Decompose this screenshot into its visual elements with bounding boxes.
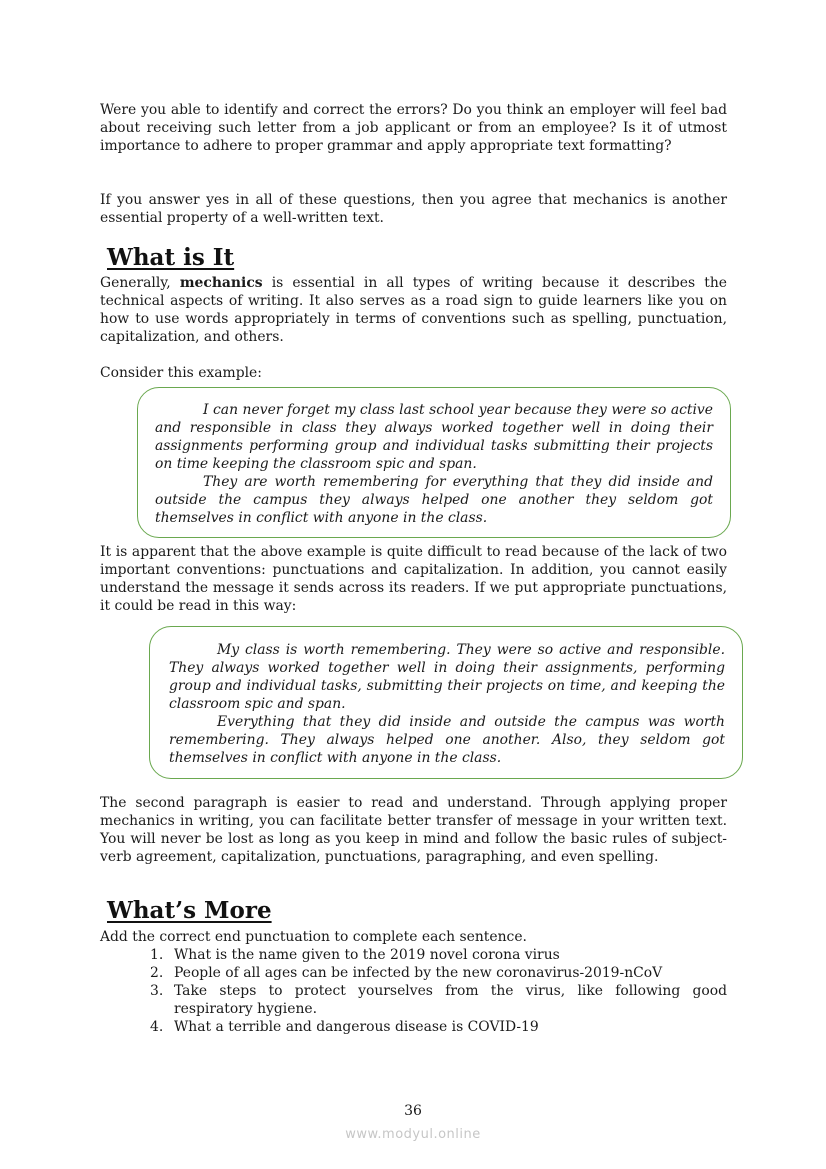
mechanics-lead: Generally, (100, 275, 171, 291)
whats-more-heading: What’s More (107, 897, 272, 924)
exercise-list (100, 946, 727, 1036)
example1-paragraph-1: I can never forget my class last school year because they were so active and responsible in class they always worked together well in doing their assignments performing group and individual tasks submitting their projects on time keeping the classroom spic and span. (155, 402, 713, 472)
punctuated-example-box (149, 626, 743, 779)
item-number: 3. (150, 983, 164, 999)
intro-paragraph-2: If you answer yes in all of these questions, then you agree that mechanics is another essential property of a well-written text. (100, 192, 727, 226)
example2-paragraph-2: Everything that they did inside and outside the campus was worth remembering. They always helped one another. Also, they seldom got themselves in conflict with anyone in the class. (169, 714, 725, 766)
list-item (100, 982, 727, 1018)
mechanics-term: mechanics (179, 275, 263, 291)
unpunctuated-example-box (137, 387, 731, 538)
item-number: 2. (150, 965, 164, 981)
whats-more-instruction: Add the correct end punctuation to complete each sentence. (100, 929, 527, 945)
intro-paragraph-1: Were you able to identify and correct the errors? Do you think an employer will feel bad about receiving such letter from a job applicant or from an employee? Is it of utmost importance to adhere to proper grammar and apply appropriate text formatting? (100, 102, 727, 154)
item-text: What a terrible and dangerous disease is COVID-19 (174, 1019, 539, 1035)
example2-paragraph-1: My class is worth remembering. They were so active and responsible. They always worked together well in doing their assignments, performing group and individual tasks, submitting their projects on time, and keeping the classroom spic and span. (169, 642, 725, 712)
explanation-paragraph: It is apparent that the above example is quite difficult to read because of the lack of two important conventions: punctuations and capitalization. In addition, you cannot easily understand the message it sends across its readers. If we put appropriate punctuations, it could be read in this way: (100, 544, 727, 614)
item-number: 1. (150, 947, 164, 963)
item-text: People of all ages can be infected by the new coronavirus-2019-nCoV (174, 965, 663, 981)
mechanics-rest: is essential in all types of writing because it describes the technical aspects of writing. It also serves as a road sign to guide learners like you on how to use words appropriately in terms of conventions such as spelling, punctuation, capitalization, and others. (100, 275, 727, 345)
list-item (100, 964, 727, 982)
consider-text: Consider this example: (100, 365, 262, 381)
watermark-text: www.modyul.online (345, 1127, 481, 1142)
list-item (100, 1018, 727, 1036)
page-number: 36 (404, 1103, 422, 1119)
conclusion-paragraph: The second paragraph is easier to read and understand. Through applying proper mechanics in writing, you can facilitate better transfer of message in your written text. You will never be lost as long as you keep in mind and follow the basic rules of subject-verb agreement, capitalization, punctuations, paragraphing, and even spelling. (100, 795, 727, 865)
what-is-it-heading: What is It (107, 244, 235, 271)
mechanics-paragraph (100, 274, 727, 346)
item-number: 4. (150, 1019, 164, 1035)
item-text: What is the name given to the 2019 novel corona virus (174, 947, 560, 963)
list-item (100, 946, 727, 964)
item-text: Take steps to protect yourselves from the virus, like following good respiratory hygiene. (174, 983, 727, 1017)
example1-paragraph-2: They are worth remembering for everything that they did inside and outside the campus they always helped one another they seldom got themselves in conflict with anyone in the class. (155, 474, 713, 526)
